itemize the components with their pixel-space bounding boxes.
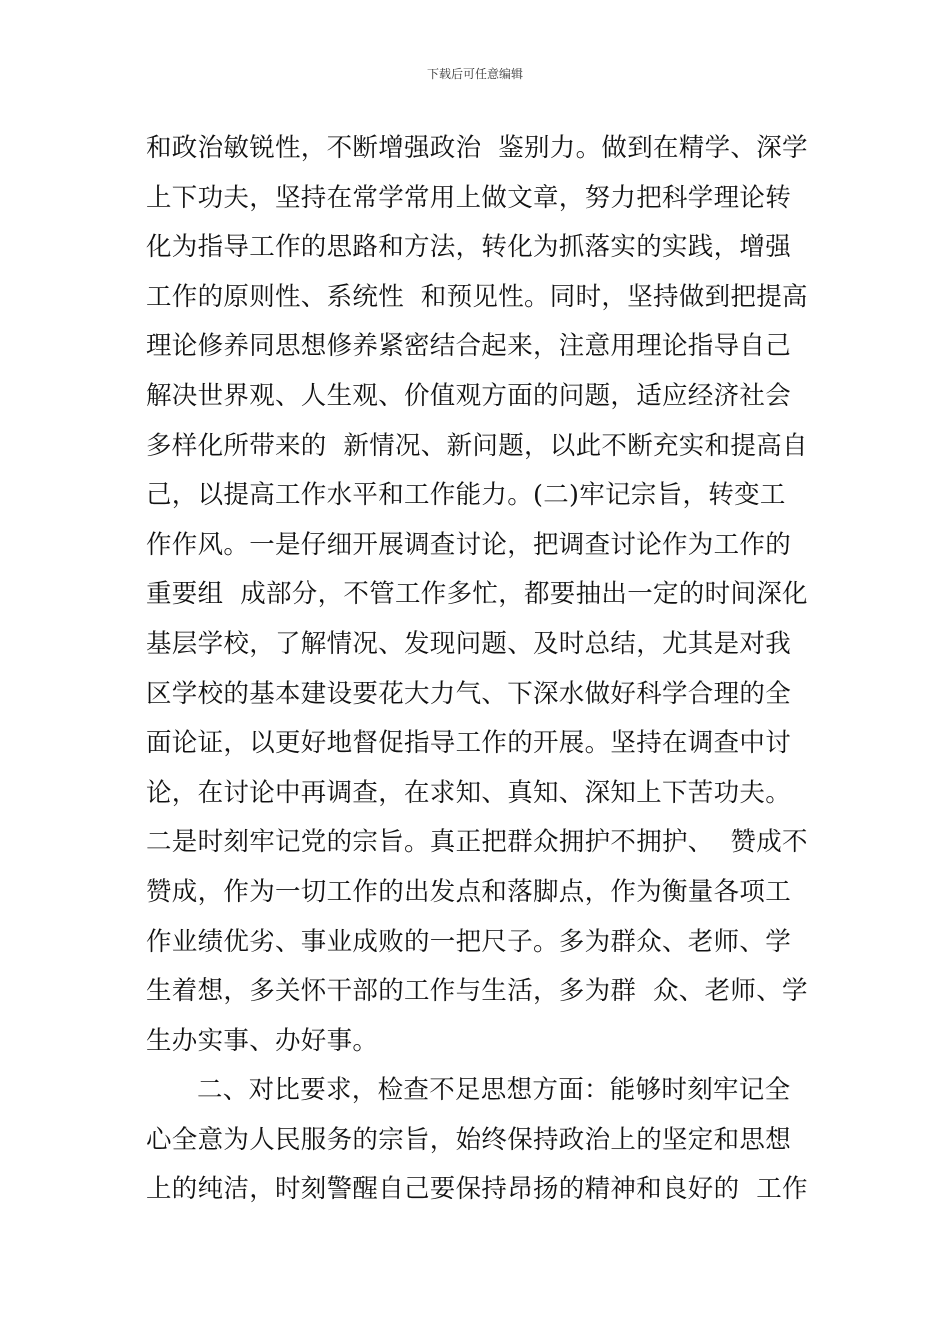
text-line: 二、对比要求，检查不足思想方面：能够时刻牢记全 [197, 1075, 791, 1106]
page-header-note: 下载后可任意编辑 [426, 67, 523, 81]
text-line: 生办实事、办好事。 [146, 1025, 379, 1056]
text-line: 和政治敏锐性，不断增强政治 鉴别力。做到在精学、深学 [146, 133, 808, 163]
text-line: 化为指导工作的思路和方法，转化为抓落实的实践，增强 [146, 232, 792, 263]
text-line: 上下功夫，坚持在常学常用上做文章，努力把科学理论转 [146, 182, 792, 213]
document-body [146, 124, 816, 1215]
text-line: 解决世界观、人生观、价值观方面的问题，适应经济社会 [146, 380, 792, 411]
text-line: 多样化所带来的 新情况、新问题，以此不断充实和提高自 [146, 430, 808, 461]
text-line: 己，以提高工作水平和工作能力。(二)牢记宗旨，转变工 [146, 480, 786, 511]
text-line: 赞成，作为一切工作的出发点和落脚点，作为衡量各项工 [146, 876, 792, 907]
text-line: 心全意为人民服务的宗旨，始终保持政治上的坚定和思想 [146, 1124, 792, 1155]
text-line: 上的纯洁，时刻警醒自己要保持昂扬的精神和良好的 工作 [146, 1174, 808, 1205]
text-line: 作业绩优劣、事业成败的一把尺子。多为群众、老师、学 [146, 926, 792, 957]
text-line: 工作的原则性、系统性 和预见性。同时，坚持做到把提高 [146, 281, 808, 312]
text-line: 面论证，以更好地督促指导工作的开展。坚持在调查中讨 [146, 728, 792, 759]
text-line: 理论修养同思想修养紧密结合起来，注意用理论指导自己 [146, 331, 792, 362]
text-line: 论，在讨论中再调查，在求知、真知、深知上下苦功夫。 [146, 777, 792, 808]
text-line: 二是时刻牢记党的宗旨。真正把群众拥护不拥护、 赞成不 [146, 827, 808, 858]
text-line: 基层学校，了解情况、发现问题、及时总结，尤其是对我 [146, 628, 792, 659]
text-line: 重要组 成部分，不管工作多忙，都要抽出一定的时间深化 [146, 579, 808, 610]
text-line: 区学校的基本建设要花大力气、下深水做好科学合理的全 [146, 678, 792, 709]
text-line: 生着想，多关怀干部的工作与生活，多为群 众、老师、学 [146, 976, 808, 1007]
text-line: 作作风。一是仔细开展调查讨论，把调查讨论作为工作的 [146, 529, 792, 560]
